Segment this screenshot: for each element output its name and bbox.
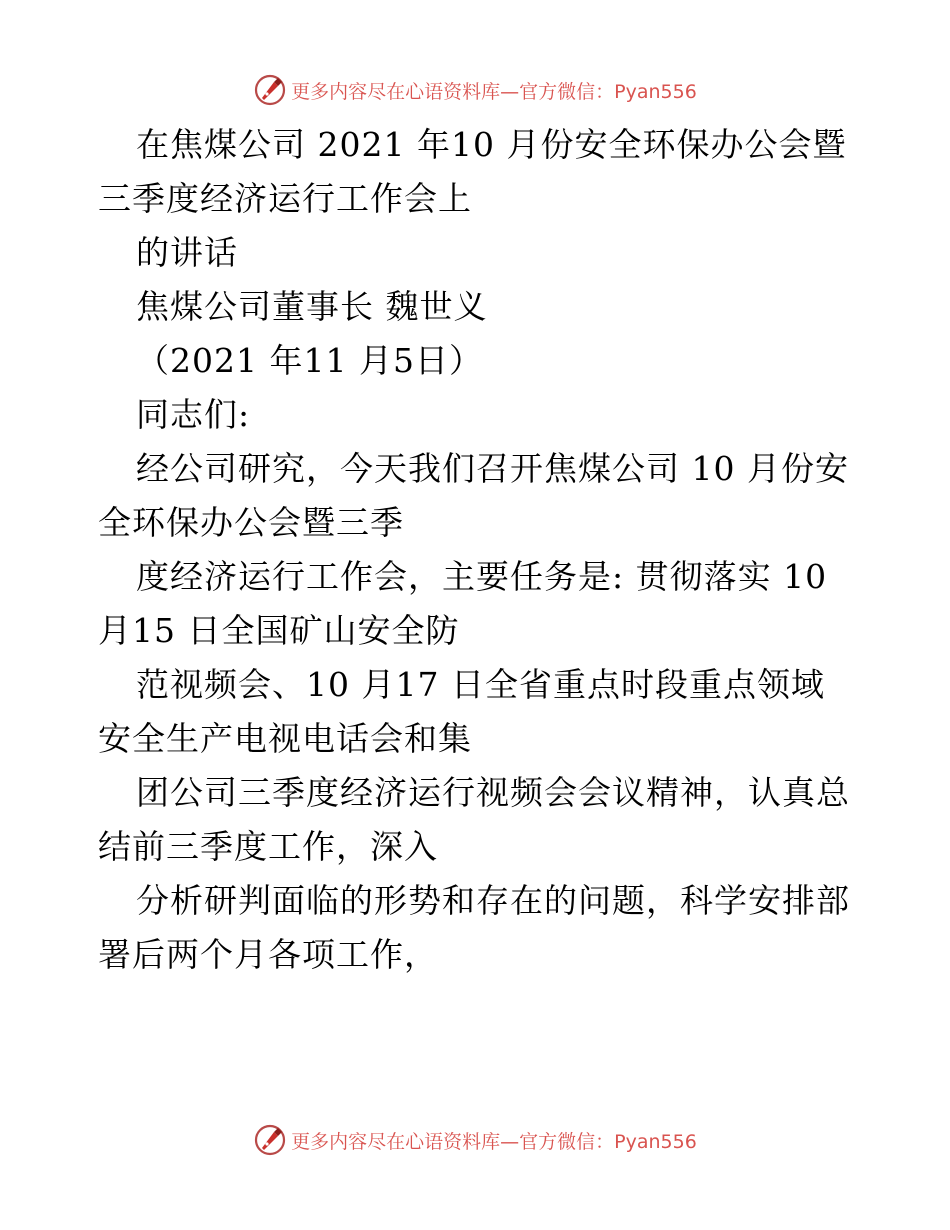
text-line: 同志们:	[136, 395, 251, 434]
text-line: 署后两个月各项工作，	[98, 935, 438, 974]
text-line: 三季度经济运行工作会上	[98, 179, 472, 218]
text-line: 焦煤公司董事长 魏世义	[136, 287, 488, 326]
footer-banner	[0, 1120, 950, 1160]
text-line: 范视频会、10 月17 日全省重点时段重点领域	[136, 665, 825, 704]
text-line: 在焦煤公司 2021 年10 月份安全环保办公会暨	[136, 125, 847, 164]
text-line: 安全生产电视电话会和集	[98, 719, 472, 758]
pen-nib-logo-icon	[253, 73, 287, 107]
pen-nib-logo-icon	[253, 1123, 287, 1157]
text-line: 团公司三季度经济运行视频会会议精神，认真总	[136, 773, 850, 812]
text-line: （2021 年11 月5日）	[136, 341, 483, 380]
text-line: 的讲话	[136, 233, 238, 272]
text-line: 经公司研究，今天我们召开焦煤公司 10 月份安	[136, 449, 849, 488]
header-banner	[0, 70, 950, 110]
banner-text: 更多内容尽在心语资料库—官方微信：Pyan556	[291, 1130, 697, 1153]
text-line: 全环保办公会暨三季	[98, 503, 404, 542]
banner-text: 更多内容尽在心语资料库—官方微信：Pyan556	[291, 80, 697, 103]
text-line: 分析研判面临的形势和存在的问题，科学安排部	[136, 881, 850, 920]
text-line: 结前三季度工作，深入	[98, 827, 438, 866]
text-line: 度经济运行工作会，主要任务是: 贯彻落实 10	[136, 557, 828, 596]
document-body	[98, 118, 858, 982]
text-line: 月15 日全国矿山安全防	[98, 611, 460, 650]
